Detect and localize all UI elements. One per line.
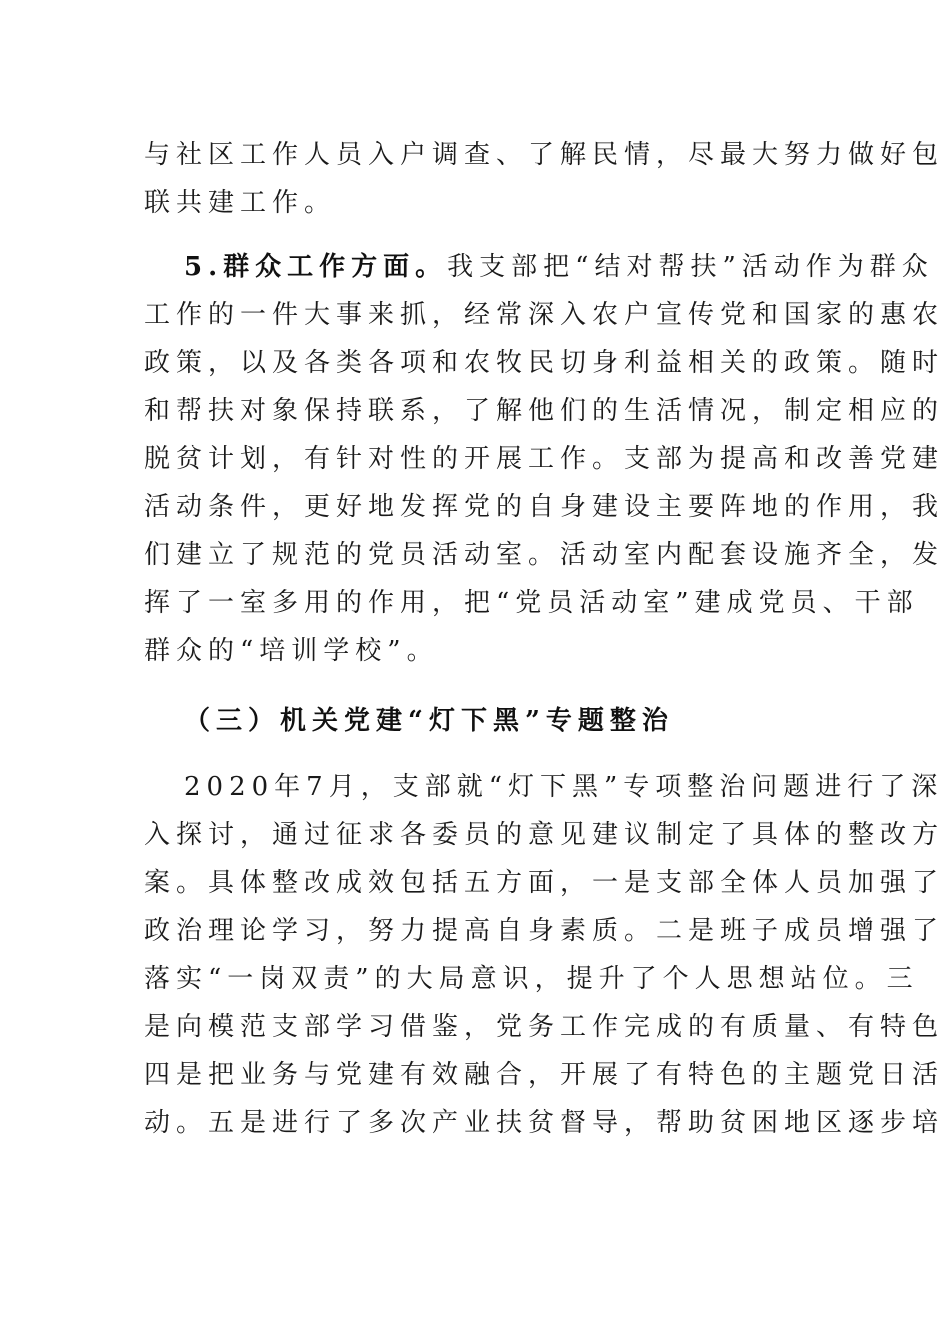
paragraph-2-line-3: 政策，以及各类各项和农牧民切身利益相关的政策。随时: [144, 348, 945, 378]
paragraph-2-line-1: [184, 250, 934, 284]
paragraph-2-line-2: 工作的一件大事来抓，经常深入农户宣传党和国家的惠农: [144, 300, 945, 330]
paragraph-2-line-1-text: 我支部把“结对帮扶”活动作为群众: [447, 252, 934, 282]
paragraph-2-line-9: 群众的“培训学校”。: [144, 636, 439, 666]
paragraph-3-line-4: 政治理论学习，努力提高自身素质。二是班子成员增强了: [144, 916, 945, 946]
paragraph-2-line-6: 活动条件，更好地发挥党的自身建设主要阵地的作用，我: [144, 492, 945, 522]
paragraph-2-line-4: 和帮扶对象保持联系，了解他们的生活情况，制定相应的: [144, 396, 945, 426]
paragraph-3-line-8: 动。五是进行了多次产业扶贫督导，帮助贫困地区逐步培: [144, 1108, 945, 1138]
paragraph-3-line-2: 入探讨，通过征求各委员的意见建议制定了具体的整改方: [144, 820, 945, 850]
paragraph-3-line-6: 是向模范支部学习借鉴，党务工作完成的有质量、有特色: [144, 1012, 945, 1042]
paragraph-3-line-5: 落实“一岗双责”的大局意识，提升了个人思想站位。三: [144, 964, 919, 994]
paragraph-2-line-7: 们建立了规范的党员活动室。活动室内配套设施齐全，发: [144, 540, 945, 570]
paragraph-3-line-7: 四是把业务与党建有效融合，开展了有特色的主题党日活: [144, 1060, 945, 1090]
paragraph-1-line-1: 与社区工作人员入户调查、了解民情，尽最大努力做好包: [144, 140, 945, 170]
paragraph-1-line-2: 联共建工作。: [144, 188, 337, 218]
paragraph-2-lead: 5.群众工作方面。: [184, 252, 448, 282]
paragraph-2-line-5: 脱贫计划，有针对性的开展工作。支部为提高和改善党建: [144, 444, 945, 474]
paragraph-3-line-3: 案。具体整改成效包括五方面，一是支部全体人员加强了: [144, 868, 945, 898]
section-heading: （三）机关党建“灯下黑”专题整治: [184, 706, 674, 736]
paragraph-2-line-8: 挥了一室多用的作用，把“党员活动室”建成党员、干部: [144, 588, 919, 618]
paragraph-3-line-1: 2020年7月，支部就“灯下黑”专项整治问题进行了深: [184, 772, 944, 802]
